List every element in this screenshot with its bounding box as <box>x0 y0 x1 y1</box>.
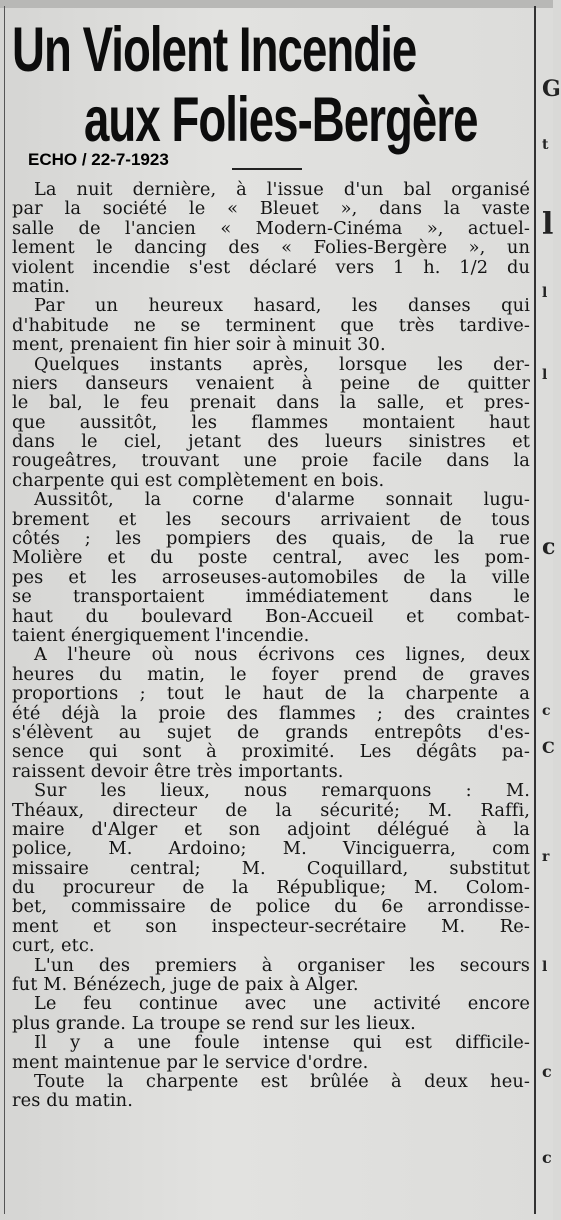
article-line: pes et les arroseuses-automobiles de la ville <box>12 566 530 588</box>
article-line: sence qui sont à proximité. Les dégâts pa- <box>12 741 530 763</box>
article-line: ment, prenaient fin hier soir à minuit 30. <box>12 334 386 356</box>
article-line: s'élèvent au sujet de grands entrepôts d'es- <box>12 721 530 743</box>
article-line: se transportaient immédiatement dans le <box>12 586 530 608</box>
article-paragraph <box>12 1072 530 1111</box>
article-line: police, M. Ardoino; M. Vinciguerra, com <box>12 838 530 860</box>
article-line: maire d'Alger et son adjoint délégué à la <box>12 818 530 840</box>
adjacent-column-char: c <box>542 703 551 719</box>
adjacent-column-char: C <box>542 738 555 757</box>
article-line: été déjà la proie des flammes ; des craintes <box>12 702 530 724</box>
article-line: charpente qui est complètement en bois. <box>12 469 385 491</box>
right-column-rule <box>534 6 536 1214</box>
article-line: Le feu continue avec une activité encore <box>34 993 530 1015</box>
article-line: heures du matin, le foyer prend de graves <box>12 663 530 685</box>
adjacent-column-fragments <box>538 0 561 1220</box>
left-column-rule <box>4 6 5 1214</box>
top-edge-strip <box>0 0 553 8</box>
article-line: Quelques instants après, lorsque les der- <box>34 353 530 375</box>
adjacent-column-char: l <box>542 959 548 975</box>
article-paragraph <box>12 296 530 354</box>
adjacent-column-char: G <box>542 76 561 102</box>
article-paragraph <box>12 994 530 1033</box>
article-line: niers danseurs venaient à peine de quitter <box>12 372 530 394</box>
article-line: salle de l'ancien « Modern-Cinéma », actuel- <box>12 217 530 239</box>
article-line: le bal, le feu prenait dans la salle, et pres- <box>12 392 530 414</box>
article-line: lement le dancing des « Folies-Bergère », un <box>12 237 530 259</box>
source-date-label: ECHO / 22-7-1923 <box>28 150 169 169</box>
article-line: haut du boulevard Bon-Accueil et combat- <box>12 605 530 627</box>
article-paragraph <box>12 1033 530 1072</box>
article-line: missaire central; M. Coquillard, substitut <box>12 857 530 879</box>
article-line: curt, etc. <box>12 935 95 957</box>
adjacent-column-char: t <box>542 137 549 153</box>
article-line: ment maintenue par le service d'ordre. <box>12 1051 369 1073</box>
headline-rule <box>232 168 302 170</box>
adjacent-column-char: c <box>542 534 556 560</box>
article-paragraph <box>12 645 530 781</box>
article-line: Il y a une foule intense qui est difficile- <box>34 1032 530 1054</box>
article-line: taient énergiquement l'incendie. <box>12 624 310 646</box>
headline-line-1: Un Violent Incendie <box>12 16 417 86</box>
adjacent-column-char: c <box>542 1148 552 1167</box>
article-line: Par un heureux hasard, les danses qui <box>34 295 530 317</box>
article-line: Sur les lieux, nous remarquons : M. <box>34 780 530 802</box>
article-line: ment et son inspecteur-secrétaire M. Re- <box>12 915 530 937</box>
article-paragraph <box>12 490 530 645</box>
article-line: A l'heure où nous écrivons ces lignes, deux <box>34 644 530 666</box>
article-line: proportions ; tout le haut de la charpente a <box>12 683 530 705</box>
article-line: raissent devoir être très importants. <box>12 760 344 782</box>
article-line: Molière et du poste central, avec les pom- <box>12 547 530 569</box>
article-line: par la société le « Bleuet », dans la vaste <box>12 198 530 220</box>
article-line: fut M. Bénézech, juge de paix à Alger. <box>12 974 359 996</box>
article-line: res du matin. <box>12 1090 133 1112</box>
article-line: La nuit dernière, à l'issue d'un bal organisé <box>34 179 530 200</box>
article-line: que aussitôt, les flammes montaient haut <box>12 411 530 433</box>
article-line: Aussitôt, la corne d'alarme sonnait lugu- <box>34 489 530 511</box>
article-body <box>12 180 530 1111</box>
adjacent-column-char: r <box>542 849 550 865</box>
article-line: matin. <box>12 275 70 297</box>
article-line: brement et les secours arrivaient de tous <box>12 508 530 530</box>
article-paragraph <box>12 781 530 956</box>
article-paragraph <box>12 180 530 296</box>
article-line: violent incendie s'est déclaré vers 1 h. 1/2 du <box>12 256 530 278</box>
adjacent-column-char: c <box>542 1062 552 1081</box>
article-line: dans le ciel, jetant des lueurs sinistres et <box>12 431 530 453</box>
article-paragraph <box>12 355 530 491</box>
article-line: rougeâtres, trouvant une proie facile dans la <box>12 450 530 472</box>
article-line: plus grande. La troupe se rend sur les lieux. <box>12 1012 416 1034</box>
article-line: L'un des premiers à organiser les secours <box>34 954 530 976</box>
adjacent-column-char: l <box>542 285 548 301</box>
adjacent-column-char: l <box>542 367 548 383</box>
article-line: du procureur de la République; M. Colom- <box>12 877 530 899</box>
headline-line-2: aux Folies-Bergère <box>84 86 478 156</box>
article-line: Toute la charpente est brûlée à deux heu- <box>34 1070 530 1092</box>
article-line: d'habitude ne se terminent que très tardive- <box>12 314 530 336</box>
article-line: Théaux, directeur de la sécurité; M. Raffi, <box>12 799 530 821</box>
adjacent-column-char: l <box>542 207 554 242</box>
article-line: côtés ; les pompiers des quais, de la rue <box>12 528 530 550</box>
article-paragraph <box>12 956 530 995</box>
article-line: bet, commissaire de police du 6e arrondisse- <box>12 896 530 918</box>
